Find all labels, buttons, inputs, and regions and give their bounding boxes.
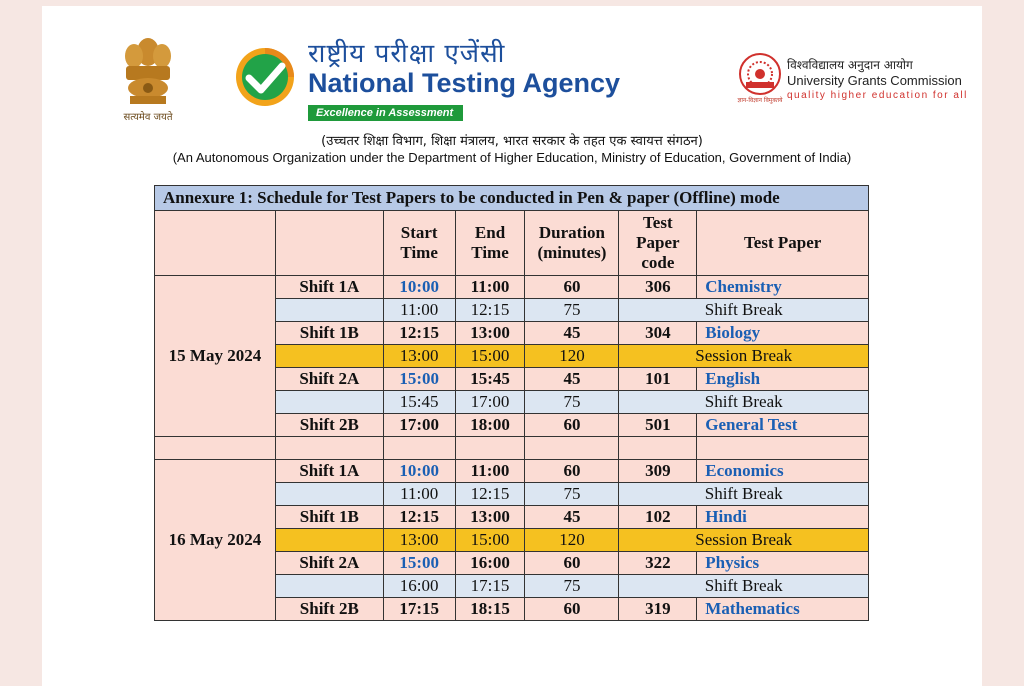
subtitle-hindi: (उच्चतर शिक्षा विभाग, शिक्षा मंत्रालय, भारत सरकार के तहत एक स्वायत्त संगठन) <box>321 134 703 149</box>
end-time: 17:00 <box>455 391 525 414</box>
duration: 45 <box>525 506 619 529</box>
shift-break-label: Shift Break <box>619 575 869 598</box>
exam-date: 15 May 2024 <box>155 276 276 437</box>
shift-label: Shift 1B <box>275 506 383 529</box>
paper-code: 101 <box>619 368 697 391</box>
duration: 75 <box>525 299 619 322</box>
start-time: 11:00 <box>383 483 455 506</box>
duration: 75 <box>525 391 619 414</box>
start-time: 12:15 <box>383 322 455 345</box>
header-date <box>155 211 276 276</box>
end-time: 11:00 <box>455 276 525 299</box>
ugc-tagline: quality higher education for all <box>787 90 968 101</box>
schedule-table <box>154 185 869 621</box>
exam-date: 16 May 2024 <box>155 460 276 621</box>
shift-label <box>275 345 383 368</box>
duration: 45 <box>525 368 619 391</box>
duration: 75 <box>525 483 619 506</box>
empty-cell <box>619 437 697 460</box>
shift-label: Shift 2A <box>275 552 383 575</box>
start-time: 17:15 <box>383 598 455 621</box>
shift-label <box>275 391 383 414</box>
paper-code: 309 <box>619 460 697 483</box>
start-time: 13:00 <box>383 529 455 552</box>
header-end-time: End Time <box>455 211 525 276</box>
ugc-english-name: University Grants Commission <box>787 73 962 88</box>
start-time: 12:15 <box>383 506 455 529</box>
end-time: 13:00 <box>455 506 525 529</box>
schedule-body <box>155 276 869 621</box>
shift-label: Shift 2A <box>275 368 383 391</box>
test-paper-name: Physics <box>697 552 869 575</box>
ugc-logo-icon <box>738 52 782 96</box>
shift-label: Shift 2B <box>275 598 383 621</box>
end-time: 16:00 <box>455 552 525 575</box>
header-test-paper: Test Paper <box>697 211 869 276</box>
duration: 45 <box>525 322 619 345</box>
shift-label: Shift 2B <box>275 414 383 437</box>
start-time: 13:00 <box>383 345 455 368</box>
duration: 60 <box>525 414 619 437</box>
empty-cell <box>525 437 619 460</box>
shift-label: Shift 1B <box>275 322 383 345</box>
empty-cell <box>275 437 383 460</box>
start-time: 10:00 <box>383 276 455 299</box>
nta-tagline: Excellence in Assessment <box>308 105 463 121</box>
duration: 60 <box>525 598 619 621</box>
subtitle-english: (An Autonomous Organization under the Department of Higher Education, Ministry of Education, Government of India) <box>172 150 852 165</box>
table-header-row <box>155 211 869 276</box>
duration: 60 <box>525 276 619 299</box>
header-paper-code: Test Paper code <box>619 211 697 276</box>
header-start-time: Start Time <box>383 211 455 276</box>
end-time: 15:00 <box>455 529 525 552</box>
emblem-caption: सत्यमेव जयते <box>123 112 173 123</box>
session-break-label: Session Break <box>619 529 869 552</box>
end-time: 15:45 <box>455 368 525 391</box>
start-time: 15:45 <box>383 391 455 414</box>
duration: 120 <box>525 345 619 368</box>
start-time: 16:00 <box>383 575 455 598</box>
end-time: 13:00 <box>455 322 525 345</box>
end-time: 11:00 <box>455 460 525 483</box>
shift-break-label: Shift Break <box>619 391 869 414</box>
paper-code: 306 <box>619 276 697 299</box>
test-paper-name: Chemistry <box>697 276 869 299</box>
duration: 75 <box>525 575 619 598</box>
paper-code: 501 <box>619 414 697 437</box>
empty-cell <box>697 437 869 460</box>
shift-label: Shift 1A <box>275 460 383 483</box>
end-time: 12:15 <box>455 483 525 506</box>
start-time: 10:00 <box>383 460 455 483</box>
table-row <box>155 460 869 483</box>
test-paper-name: Mathematics <box>697 598 869 621</box>
header-duration: Duration (minutes) <box>525 211 619 276</box>
test-paper-name: Economics <box>697 460 869 483</box>
shift-label <box>275 299 383 322</box>
table-row <box>155 276 869 299</box>
end-time: 18:00 <box>455 414 525 437</box>
paper-code: 304 <box>619 322 697 345</box>
start-time: 15:00 <box>383 552 455 575</box>
shift-label <box>275 575 383 598</box>
duration: 60 <box>525 460 619 483</box>
empty-cell <box>155 437 276 460</box>
shift-label: Shift 1A <box>275 276 383 299</box>
test-paper-name: English <box>697 368 869 391</box>
nta-hindi-name: राष्ट्रीय परीक्षा एजेंसी <box>308 39 506 69</box>
end-time: 15:00 <box>455 345 525 368</box>
test-paper-name: Biology <box>697 322 869 345</box>
ugc-hindi-name: विश्वविद्यालय अनुदान आयोग <box>787 58 913 72</box>
shift-label <box>275 529 383 552</box>
duration: 60 <box>525 552 619 575</box>
paper-code: 102 <box>619 506 697 529</box>
test-paper-name: General Test <box>697 414 869 437</box>
start-time: 11:00 <box>383 299 455 322</box>
session-break-label: Session Break <box>619 345 869 368</box>
end-time: 12:15 <box>455 299 525 322</box>
duration: 120 <box>525 529 619 552</box>
ugc-logo-caption: ज्ञान-विज्ञान विमुक्तये <box>737 97 783 104</box>
table-title-row <box>155 186 869 211</box>
paper-code: 319 <box>619 598 697 621</box>
end-time: 18:15 <box>455 598 525 621</box>
empty-cell <box>455 437 525 460</box>
shift-break-label: Shift Break <box>619 483 869 506</box>
paper-code: 322 <box>619 552 697 575</box>
table-title: Annexure 1: Schedule for Test Papers to be conducted in Pen & paper (Offline) mode <box>155 186 869 211</box>
spacer-row <box>155 437 869 460</box>
start-time: 15:00 <box>383 368 455 391</box>
empty-cell <box>383 437 455 460</box>
nta-english-name: National Testing Agency <box>308 68 621 98</box>
shift-label <box>275 483 383 506</box>
start-time: 17:00 <box>383 414 455 437</box>
shift-break-label: Shift Break <box>619 299 869 322</box>
nta-checkmark-logo-icon <box>234 46 296 108</box>
test-paper-name: Hindi <box>697 506 869 529</box>
end-time: 17:15 <box>455 575 525 598</box>
header-shift <box>275 211 383 276</box>
